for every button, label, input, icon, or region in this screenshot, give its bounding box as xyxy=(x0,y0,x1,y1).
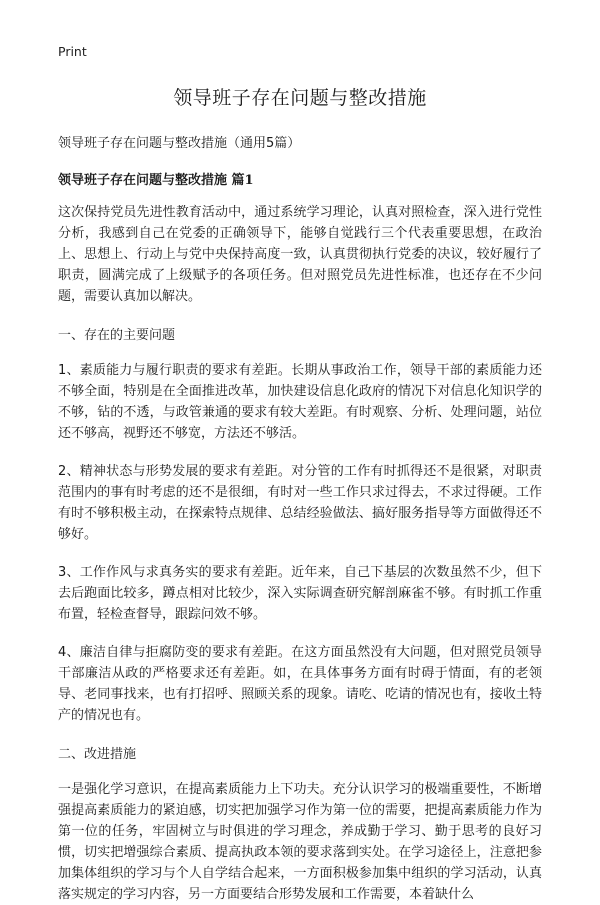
section-heading: 领导班子存在问题与整改措施 篇1 xyxy=(58,173,254,188)
problem-paragraph-3: 3、工作作风与求真务实的要求有差距。近年来，自己下基层的次数虽然不少，但下去后跑面比较多，蹲点相对比较少，深入实际调查研究解剖麻雀不够。有时抓工作重布置，轻检查督导，跟踪问效不够。 xyxy=(58,565,542,622)
document-title: 领导班子存在问题与整改措施 xyxy=(173,87,427,109)
measure-paragraph-1: 一是强化学习意识，在提高素质能力上下功夫。充分认识学习的极端重要性，不断增强提高素质能力的紧迫感，切实把加强学习作为第一位的需要，把提高素质能力作为第一位的任务，牢固树立与时俱进的学习理念，养成勤于学习、勤于思考的良好习惯，切实把增强综合素质、提高执政本领的要求落到实处。在学习途径上，注意把参加集体组织的学习与个人自学结合起来，一方面积极参加集中组织的学习活动，认真落实规定的学习内容，另一方面要结合形势发展和工作需要，本着缺什么 xyxy=(58,782,542,902)
print-link[interactable]: Print xyxy=(58,44,87,59)
part1-heading: 一、存在的主要问题 xyxy=(58,328,176,343)
document-subtitle: 领导班子存在问题与整改措施（通用5篇） xyxy=(58,136,301,151)
problem-paragraph-4: 4、廉洁自律与拒腐防变的要求有差距。在这方面虽然没有大问题，但对照党员领导干部廉洁从政的严格要求还有差距。如，在具体事务方面有时碍于情面，有的老领导、老同事找来，也有打招呼、照顾关系的现象。请吃、吃请的情况也有，接收土特产的情况也有。 xyxy=(58,645,542,723)
problem-paragraph-2: 2、精神状态与形势发展的要求有差距。对分管的工作有时抓得还不是很紧，对职责范围内的事有时考虑的还不是很细，有时对一些工作只求过得去，不求过得硬。工作有时不够积极主动，在探索特点规律、总结经验做法、搞好服务指导等方面做得还不够好。 xyxy=(58,464,542,542)
problem-paragraph-1: 1、素质能力与履行职责的要求有差距。长期从事政治工作，领导干部的素质能力还不够全面，特别是在全面推进改革，加快建设信息化政府的情况下对信息化知识学的不够，钻的不透，与政管兼通的要求有较大差距。有时观察、分析、处理问题，站位还不够高，视野还不够宽，方法还不够活。 xyxy=(58,363,542,441)
part2-heading: 二、改进措施 xyxy=(58,747,137,762)
intro-paragraph: 这次保持党员先进性教育活动中，通过系统学习理论，认真对照检查，深入进行党性分析，我感到自己在党委的正确领导下，能够自觉践行三个代表重要思想，在政治上、思想上、行动上与党中央保持高度一致，认真贯彻执行党委的决议，较好履行了职责，圆满完成了上级赋予的各项任务。但对照党员先进性标准，也还存在不少问题，需要认真加以解决。 xyxy=(58,205,542,304)
